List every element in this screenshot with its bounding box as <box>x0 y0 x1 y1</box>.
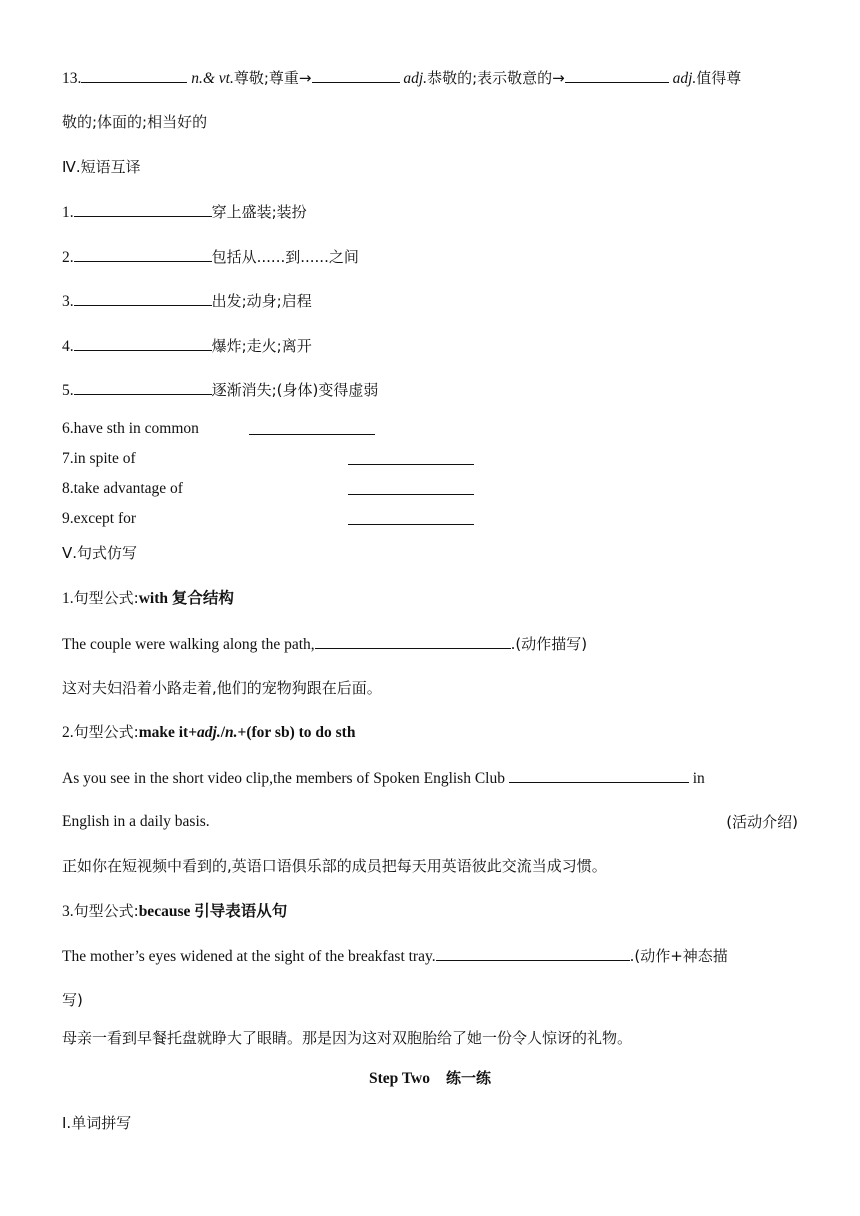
answer-blank[interactable] <box>315 633 511 649</box>
item-number: 1. <box>62 590 74 607</box>
step-subtitle: 练一练 <box>446 1069 492 1087</box>
english-phrase: 9.except for <box>62 510 137 527</box>
formula-label: 句型公式: <box>73 723 139 741</box>
answer-blank[interactable] <box>565 67 669 83</box>
definition: 恭敬的;表示敬意的→ <box>427 69 565 87</box>
formula: +(for sb) to do sth <box>237 724 356 741</box>
answer-blank[interactable] <box>249 419 375 435</box>
english-phrase-item <box>62 509 136 529</box>
item-number: 1. <box>62 204 74 221</box>
phrase-item <box>62 335 312 357</box>
sentence-tag: .(动作描写) <box>510 635 588 653</box>
pattern-3-sentence <box>62 945 728 967</box>
item-number: 3. <box>62 293 74 310</box>
item-number: 13. <box>62 70 82 87</box>
sentence-text: As you see in the short video clip,the members of Spoken English Club <box>62 770 505 787</box>
item-number: 5. <box>62 382 74 399</box>
english-phrase: 6.have sth in common <box>62 420 199 437</box>
answer-blank[interactable] <box>509 767 689 783</box>
english-phrase-item <box>62 419 199 439</box>
definition: 值得尊 <box>696 69 742 87</box>
formula: make it+ <box>138 724 198 741</box>
pattern-3-sentence-cont: 写) <box>62 991 83 1009</box>
sentence-tag: (活动介绍) <box>726 813 798 831</box>
phrase-meaning: 穿上盛装;装扮 <box>211 203 307 221</box>
answer-blank[interactable] <box>74 246 212 262</box>
part-of-speech: adj. <box>672 70 697 87</box>
sentence-text: The mother’s eyes widened at the sight of the breakfast tray. <box>62 948 436 965</box>
formula: adj. <box>197 724 221 741</box>
item-number: 2. <box>62 249 74 266</box>
answer-blank[interactable] <box>74 201 212 217</box>
answer-blank[interactable] <box>74 335 212 351</box>
formula-label: 句型公式: <box>73 902 139 920</box>
english-phrase: 8.take advantage of <box>62 480 183 497</box>
section-4-heading: Ⅳ.短语互译 <box>62 158 141 176</box>
answer-blank[interactable] <box>74 379 212 395</box>
definition: 尊敬;尊重→ <box>233 69 312 87</box>
phrase-meaning: 包括从......到......之间 <box>211 248 359 266</box>
part-of-speech: adj. <box>403 70 428 87</box>
answer-blank[interactable] <box>348 479 474 495</box>
item-number: 3. <box>62 903 74 920</box>
step-two-title <box>0 1068 860 1089</box>
formula: / <box>220 724 226 741</box>
sentence-text: The couple were walking along the path, <box>62 636 315 653</box>
phrase-item <box>62 379 378 401</box>
pattern-2-formula <box>62 722 355 743</box>
pattern-2-translation: 正如你在短视频中看到的,英语口语俱乐部的成员把每天用英语彼此交流当成习惯。 <box>62 857 607 875</box>
phrase-meaning: 出发;动身;启程 <box>211 292 312 310</box>
formula: because 引导表语从句 <box>138 903 288 920</box>
formula: with 复合结构 <box>138 590 234 607</box>
item-13-continuation: 敬的;体面的;相当好的 <box>62 113 208 131</box>
pattern-1-formula <box>62 588 234 609</box>
pattern-2-sentence-cont: English in a daily basis. <box>62 813 210 830</box>
answer-blank[interactable] <box>436 945 630 961</box>
pattern-2-sentence <box>62 767 705 789</box>
answer-blank[interactable] <box>74 290 212 306</box>
phrase-item <box>62 246 359 268</box>
formula: n. <box>225 724 238 741</box>
pattern-3-translation: 母亲一看到早餐托盘就睁大了眼睛。那是因为这对双胞胎给了她一份令人惊讶的礼物。 <box>62 1029 633 1047</box>
phrase-meaning: 爆炸;走火;离开 <box>211 337 312 355</box>
phrase-item <box>62 290 312 312</box>
sentence-tag: .(动作+神态描 <box>629 947 728 965</box>
english-phrase-item <box>62 479 183 499</box>
pattern-3-formula <box>62 901 287 922</box>
pattern-1-sentence <box>62 633 587 655</box>
answer-blank[interactable] <box>81 67 187 83</box>
part-of-speech: n.& vt. <box>191 70 234 87</box>
english-phrase-item <box>62 449 136 469</box>
item-number: 2. <box>62 724 74 741</box>
step-title: Step Two <box>368 1070 430 1087</box>
item-13-line <box>62 67 741 89</box>
answer-blank[interactable] <box>348 449 474 465</box>
english-phrase: 7.in spite of <box>62 450 136 467</box>
phrase-meaning: 逐渐消失;(身体)变得虚弱 <box>211 381 379 399</box>
answer-blank[interactable] <box>348 509 474 525</box>
item-number: 4. <box>62 338 74 355</box>
answer-blank[interactable] <box>312 67 400 83</box>
pattern-1-translation: 这对夫妇沿着小路走着,他们的宠物狗跟在后面。 <box>62 679 382 697</box>
phrase-item <box>62 201 307 223</box>
section-5-heading: Ⅴ.句式仿写 <box>62 544 138 562</box>
section-1-heading: Ⅰ.单词拼写 <box>62 1114 132 1132</box>
formula-label: 句型公式: <box>73 589 139 607</box>
sentence-text: in <box>692 770 705 787</box>
